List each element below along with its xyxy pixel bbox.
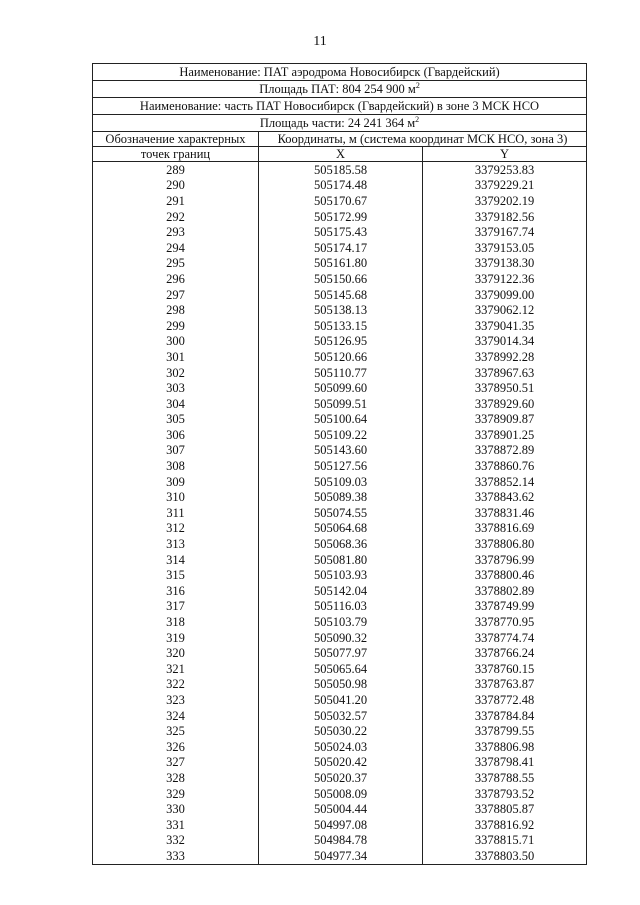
point-number-cell: 333 [93,848,259,864]
y-coordinate-cell: 3378802.89 [423,583,587,599]
table-row [93,645,587,661]
y-coordinate-cell: 3378805.87 [423,801,587,817]
y-coordinate-cell: 3378803.50 [423,848,587,864]
table-body [93,162,587,865]
table-row [93,240,587,256]
point-number-cell: 297 [93,287,259,303]
point-number-cell: 305 [93,412,259,428]
y-coordinate-cell: 3378796.99 [423,552,587,568]
table-row [93,708,587,724]
point-number-cell: 301 [93,349,259,365]
y-coordinate-cell: 3378901.25 [423,427,587,443]
table-row [93,739,587,755]
x-coordinate-cell: 505099.60 [259,380,423,396]
y-coordinate-cell: 3378909.87 [423,412,587,428]
y-coordinate-cell: 3378798.41 [423,755,587,771]
table-row [93,287,587,303]
x-coordinate-cell: 505172.99 [259,209,423,225]
table-row [93,349,587,365]
x-coordinate-cell: 505174.17 [259,240,423,256]
point-number-cell: 321 [93,661,259,677]
point-label-header-line2: точек границ [93,147,259,162]
table-row [93,833,587,849]
pat-area: Площадь ПАТ: 804 254 900 м [259,81,416,96]
part-name: Наименование: часть ПАТ Новосибирск (Гвардейский) в зоне 3 МСК НСО [139,98,540,113]
y-coordinate-cell: 3378816.92 [423,817,587,833]
table-row [93,334,587,350]
point-number-cell: 324 [93,708,259,724]
x-coordinate-cell: 505050.98 [259,677,423,693]
table-row [93,302,587,318]
y-coordinate-cell: 3378770.95 [423,614,587,630]
y-coordinate-cell: 3378749.99 [423,599,587,615]
table-row [93,786,587,802]
y-coordinate-cell: 3379122.36 [423,271,587,287]
x-coordinate-cell: 505004.44 [259,801,423,817]
y-coordinate-cell: 3378763.87 [423,677,587,693]
part-name-cell [93,98,587,115]
table-row [93,505,587,521]
point-number-cell: 325 [93,723,259,739]
x-coordinate-cell: 505175.43 [259,224,423,240]
point-number-cell: 291 [93,193,259,209]
x-coordinate-cell: 505174.48 [259,178,423,194]
part-area-unit-sup: 2 [415,114,420,124]
x-coordinate-cell: 505161.80 [259,256,423,272]
x-coordinate-cell: 505133.15 [259,318,423,334]
y-coordinate-cell: 3379229.21 [423,178,587,194]
y-coordinate-cell: 3378950.51 [423,380,587,396]
table-row [93,599,587,615]
y-coordinate-cell: 3378806.98 [423,739,587,755]
table-row [93,443,587,459]
y-coordinate-cell: 3378872.89 [423,443,587,459]
table-row [93,521,587,537]
y-coordinate-cell: 3378992.28 [423,349,587,365]
x-coordinate-cell: 505170.67 [259,193,423,209]
table-row [93,677,587,693]
table-row [93,224,587,240]
y-coordinate-cell: 3379153.05 [423,240,587,256]
y-coordinate-cell: 3378766.24 [423,645,587,661]
x-coordinate-cell: 505030.22 [259,723,423,739]
x-coordinate-cell: 505090.32 [259,630,423,646]
point-number-cell: 300 [93,334,259,350]
x-coordinate-cell: 505032.57 [259,708,423,724]
pat-area-unit-sup: 2 [415,80,420,90]
table-row [93,552,587,568]
x-coordinate-cell: 505089.38 [259,489,423,505]
point-number-cell: 294 [93,240,259,256]
y-coordinate-cell: 3378967.63 [423,365,587,381]
y-coordinate-cell: 3378793.52 [423,786,587,802]
x-coordinate-cell: 505074.55 [259,505,423,521]
point-number-cell: 299 [93,318,259,334]
y-coordinate-cell: 3379138.30 [423,256,587,272]
table-row [93,380,587,396]
point-number-cell: 315 [93,567,259,583]
point-number-cell: 326 [93,739,259,755]
coordinates-table [92,63,587,865]
x-coordinate-cell: 505099.51 [259,396,423,412]
table-row [93,396,587,412]
point-number-cell: 309 [93,474,259,490]
y-coordinate-cell: 3378788.55 [423,770,587,786]
x-coordinate-cell: 505126.95 [259,334,423,350]
table-row [93,801,587,817]
point-number-cell: 317 [93,599,259,615]
point-number-cell: 311 [93,505,259,521]
y-coordinate-cell: 3378784.84 [423,708,587,724]
point-number-cell: 310 [93,489,259,505]
table-row [93,209,587,225]
page-number: 11 [313,34,327,49]
table-row [93,256,587,272]
x-coordinate-cell: 505103.93 [259,567,423,583]
x-coordinate-cell: 505103.79 [259,614,423,630]
y-coordinate-cell: 3378815.71 [423,833,587,849]
point-number-cell: 293 [93,224,259,240]
table-row [93,412,587,428]
y-coordinate-cell: 3378800.46 [423,567,587,583]
point-number-cell: 330 [93,801,259,817]
pat-name: Наименование: ПАТ аэродрома Новосибирск (Гвардейский) [179,64,500,79]
table-row [93,723,587,739]
y-coordinate-cell: 3379202.19 [423,193,587,209]
table-row [93,458,587,474]
table-row [93,770,587,786]
point-number-cell: 306 [93,427,259,443]
x-coordinate-cell: 505065.64 [259,661,423,677]
point-number-cell: 319 [93,630,259,646]
point-number-cell: 312 [93,521,259,537]
point-number-cell: 320 [93,645,259,661]
y-coordinate-cell: 3378929.60 [423,396,587,412]
table-row [93,661,587,677]
point-number-cell: 295 [93,256,259,272]
y-coordinate-cell: 3378806.80 [423,536,587,552]
x-coordinate-cell: 505041.20 [259,692,423,708]
point-label-header-line1: Обозначение характерных [93,132,259,147]
x-coordinate-cell: 505068.36 [259,536,423,552]
table-row [93,630,587,646]
x-coordinate-cell: 505008.09 [259,786,423,802]
table-row [93,162,587,178]
y-coordinate-cell: 3378799.55 [423,723,587,739]
point-number-cell: 316 [93,583,259,599]
y-coordinate-cell: 3378774.74 [423,630,587,646]
x-coordinate-cell: 505110.77 [259,365,423,381]
y-coordinate-cell: 3379062.12 [423,302,587,318]
pat-name-cell [93,64,587,81]
x-coordinate-cell: 505109.03 [259,474,423,490]
table-row [93,474,587,490]
point-number-cell: 331 [93,817,259,833]
point-number-cell: 296 [93,271,259,287]
x-coordinate-cell: 504997.08 [259,817,423,833]
y-coordinate-cell: 3378860.76 [423,458,587,474]
y-coordinate-cell: 3378831.46 [423,505,587,521]
y-coordinate-cell: 3378843.62 [423,489,587,505]
point-number-cell: 323 [93,692,259,708]
point-number-cell: 303 [93,380,259,396]
point-number-cell: 302 [93,365,259,381]
x-coordinate-cell: 504977.34 [259,848,423,864]
table-row [93,614,587,630]
x-coordinate-cell: 505185.58 [259,162,423,178]
table-row [93,193,587,209]
table-row [93,318,587,334]
y-coordinate-cell: 3379253.83 [423,162,587,178]
x-coordinate-cell: 505081.80 [259,552,423,568]
x-coordinate-cell: 505077.97 [259,645,423,661]
y-coordinate-cell: 3379014.34 [423,334,587,350]
x-coordinate-cell: 505020.42 [259,755,423,771]
x-coordinate-cell: 505100.64 [259,412,423,428]
x-coordinate-cell: 505150.66 [259,271,423,287]
y-coordinate-cell: 3379099.00 [423,287,587,303]
x-coordinate-cell: 505142.04 [259,583,423,599]
point-number-cell: 327 [93,755,259,771]
x-coordinate-cell: 505020.37 [259,770,423,786]
y-column-header: Y [423,147,587,162]
x-coordinate-cell: 505109.22 [259,427,423,443]
point-number-cell: 328 [93,770,259,786]
y-coordinate-cell: 3378760.15 [423,661,587,677]
point-number-cell: 304 [93,396,259,412]
table-row [93,848,587,864]
point-number-cell: 314 [93,552,259,568]
table-row [93,271,587,287]
table-row [93,365,587,381]
y-coordinate-cell: 3378816.69 [423,521,587,537]
x-coordinate-cell: 505127.56 [259,458,423,474]
point-number-cell: 322 [93,677,259,693]
table-row [93,583,587,599]
x-coordinate-cell: 505145.68 [259,287,423,303]
x-coordinate-cell: 505120.66 [259,349,423,365]
table-row [93,489,587,505]
y-coordinate-cell: 3379182.56 [423,209,587,225]
part-area-cell [93,115,587,132]
x-coordinate-cell: 505024.03 [259,739,423,755]
x-coordinate-cell: 505138.13 [259,302,423,318]
point-number-cell: 290 [93,178,259,194]
y-coordinate-cell: 3378852.14 [423,474,587,490]
point-number-cell: 292 [93,209,259,225]
point-number-cell: 313 [93,536,259,552]
point-number-cell: 329 [93,786,259,802]
point-number-cell: 289 [93,162,259,178]
x-coordinate-cell: 505064.68 [259,521,423,537]
point-number-cell: 318 [93,614,259,630]
table-row [93,536,587,552]
x-column-header: X [259,147,423,162]
table-row [93,427,587,443]
x-coordinate-cell: 505143.60 [259,443,423,459]
table-row [93,817,587,833]
y-coordinate-cell: 3378772.48 [423,692,587,708]
x-coordinate-cell: 504984.78 [259,833,423,849]
point-number-cell: 298 [93,302,259,318]
coords-header: Координаты, м (система координат МСК НСО, зона 3) [259,132,587,147]
point-number-cell: 332 [93,833,259,849]
table-row [93,567,587,583]
x-coordinate-cell: 505116.03 [259,599,423,615]
table-row [93,755,587,771]
y-coordinate-cell: 3379167.74 [423,224,587,240]
y-coordinate-cell: 3379041.35 [423,318,587,334]
table-row [93,692,587,708]
pat-area-cell [93,81,587,98]
part-area: Площадь части: 24 241 364 м [259,115,416,130]
point-number-cell: 308 [93,458,259,474]
point-number-cell: 307 [93,443,259,459]
table-row [93,178,587,194]
